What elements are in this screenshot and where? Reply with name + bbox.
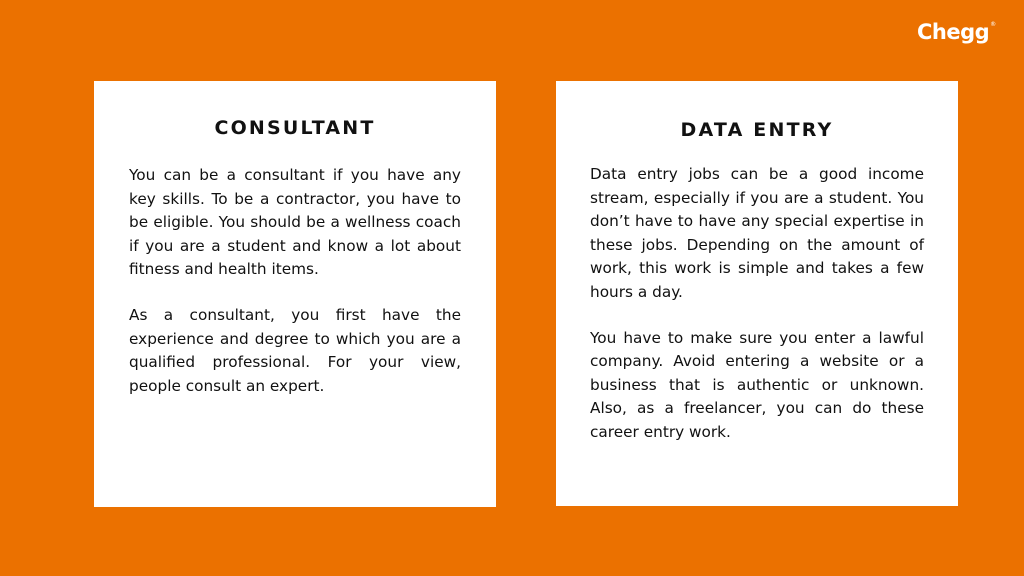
logo-text: Chegg (917, 20, 990, 44)
card-paragraph: You can be a consultant if you have any key skills. To be a contractor, you have to be eligible. You should be a wellness coach if you are a student and know a lot about fitness and health items. (129, 166, 461, 279)
card-paragraph: Data entry jobs can be a good income stream, especially if you are a student. You don’t have to have any special expertise in these jobs. Depending on the amount of work, this work is simple and takes a few hours a day. (590, 165, 924, 301)
chegg-logo (917, 22, 996, 43)
consultant-card (94, 81, 496, 507)
data-entry-card (556, 81, 958, 506)
card-title: DATA ENTRY (680, 119, 834, 141)
card-title: CONSULTANT (214, 117, 376, 139)
registered-mark: ® (990, 21, 996, 28)
card-paragraph: You have to make sure you enter a lawful company. Avoid entering a website or a business that is authentic or unknown. Also, as a freelancer, you can do these career entry work. (590, 328, 924, 441)
card-paragraph: As a consultant, you first have the experience and degree to which you are a qualified professional. For your view, people consult an expert. (129, 305, 461, 395)
